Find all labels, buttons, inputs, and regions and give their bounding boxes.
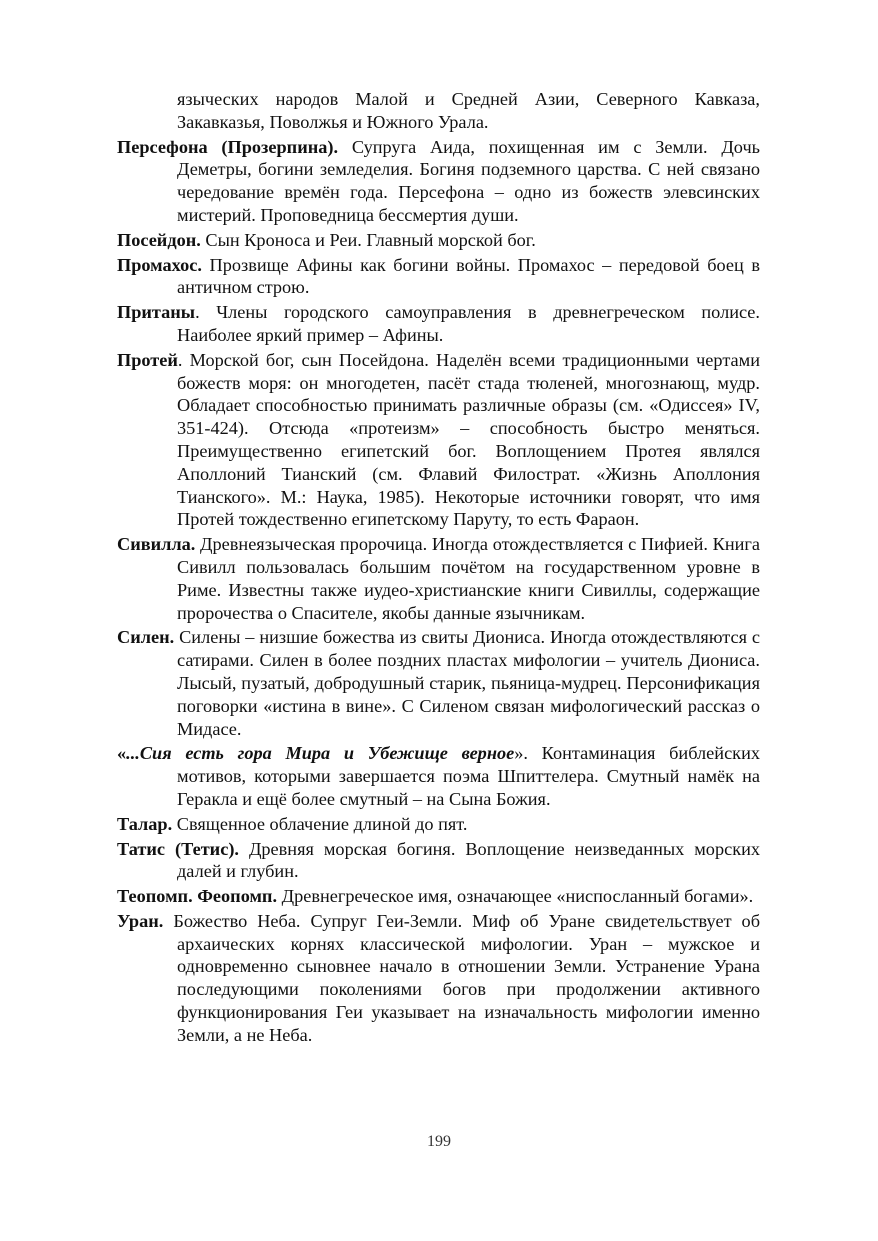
page-body: [117, 88, 760, 1049]
entry-uranus: [117, 910, 760, 1047]
entry-persephone: [117, 136, 760, 227]
entry-text: Священное облачение длиной до пят.: [172, 813, 468, 834]
entry-term: Промахос.: [117, 254, 202, 275]
entry-term: Сивилла.: [117, 534, 196, 555]
entry-term: Протей: [117, 349, 178, 370]
entry-continuation: [117, 88, 760, 134]
entry-term: Талар.: [117, 813, 173, 834]
entry-quote: [117, 742, 760, 810]
entry-proteus: [117, 349, 760, 531]
entry-text: . Морской бог, сын Посейдона. Наделён всеми традиционными чертами божеств моря: он многодетен, пасёт стада тюленей, многознающ, мудр. Обладает способностью принимать различные образы (см. «Одиссея» IV, 351-424). Отсюда «протеизм» – способность быстро меняться. Преимущественно египетский бог. Воплощением Протея являлся Аполлоний Тианский (см. Флавий Филострат. «Жизнь Аполлония Тианского». М.: Наука, 1985). Некоторые источники говорят, что имя Протей тождественно египетскому Паруту, то есть Фараон.: [177, 349, 760, 530]
entry-term-quote: ...Сия есть гора Мира и Убежище верное: [126, 743, 515, 764]
entry-text: Древняя морская богиня. Воплощение неизведанных морских далей и глубин.: [177, 838, 760, 882]
entry-tatis: [117, 838, 760, 884]
entry-silenus: [117, 626, 760, 740]
entry-term-open: «: [117, 743, 127, 764]
page-number: 199: [427, 1133, 451, 1150]
entry-term: Посейдон.: [117, 229, 201, 250]
entry-text: Божество Неба. Супруг Геи-Земли. Миф об Уране свидетельствует об архаических корнях классической мифологии. Уран – мужское и одновременно сыновнее начало в отношении Земли. Устранение Урана последующими поколениями богов при продолжении активного функционирования Геи указывает на изначальность мифологии именно Земли, а не Неба.: [163, 910, 760, 1045]
entry-text: Силены – низшие божества из свиты Диониса. Иногда отождествляются с сатирами. Силен в более поздних пластах мифологии – учитель Диониса. Лысый, пузатый, добродушный старик, пьяница-мудрец. Персонификация поговорки «истина в вине». С Силеном связан мифологический рассказ о Мидасе.: [174, 627, 760, 739]
entry-promachos: [117, 254, 760, 300]
entry-text: Контаминация библейских мотивов, которыми завершается поэма Шпиттелера. Смутный намёк на Геракла и ещё более смутный – на Сына Божия.: [177, 743, 760, 809]
entry-text: Сын Кроноса и Реи. Главный морской бог.: [200, 229, 536, 250]
entry-text: Древнегреческое имя, означающее «ниспосланный богами».: [277, 886, 754, 907]
entry-term: Силен.: [117, 627, 175, 648]
entry-text: . Члены городского самоуправления в древнегреческом полисе. Наиболее яркий пример – Афины.: [177, 302, 760, 345]
entry-term: Теопомп. Феопомп.: [117, 886, 278, 907]
entry-term: Татис (Тетис).: [117, 838, 239, 859]
entry-prytanes: [117, 301, 760, 347]
entry-poseidon: [117, 229, 760, 252]
entry-text: Супруга Аида, похищенная им с Земли. Дочь Деметры, богини земледелия. Богиня подземного царства. С ней связано чередование времён года. Персефона – одно из божеств элевсинских мистерий. Проповедница бессмертия души.: [177, 136, 760, 225]
entry-sibyl: [117, 533, 760, 624]
entry-term: Пританы: [117, 302, 196, 323]
entry-term: Уран.: [117, 910, 164, 931]
entry-text: языческих народов Малой и Средней Азии, Северного Кавказа, Закавказья, Поволжья и Южного Урала.: [177, 89, 760, 132]
entry-term-close: ».: [514, 743, 528, 764]
entry-text: Прозвище Афины как богини войны. Промахос – передовой боец в античном строю.: [177, 254, 760, 298]
entry-text: Древнеязыческая пророчица. Иногда отождествляется с Пифией. Книга Сивилл пользовалась большим почётом на государственном уровне в Риме. Известны также иудео-христианские книги Сивиллы, содержащие пророчества о Спасителе, якобы данные язычникам.: [177, 534, 760, 623]
entry-term: Персефона (Прозерпина).: [117, 136, 339, 157]
entry-talar: [117, 813, 760, 836]
entry-theopompus: [117, 885, 760, 908]
